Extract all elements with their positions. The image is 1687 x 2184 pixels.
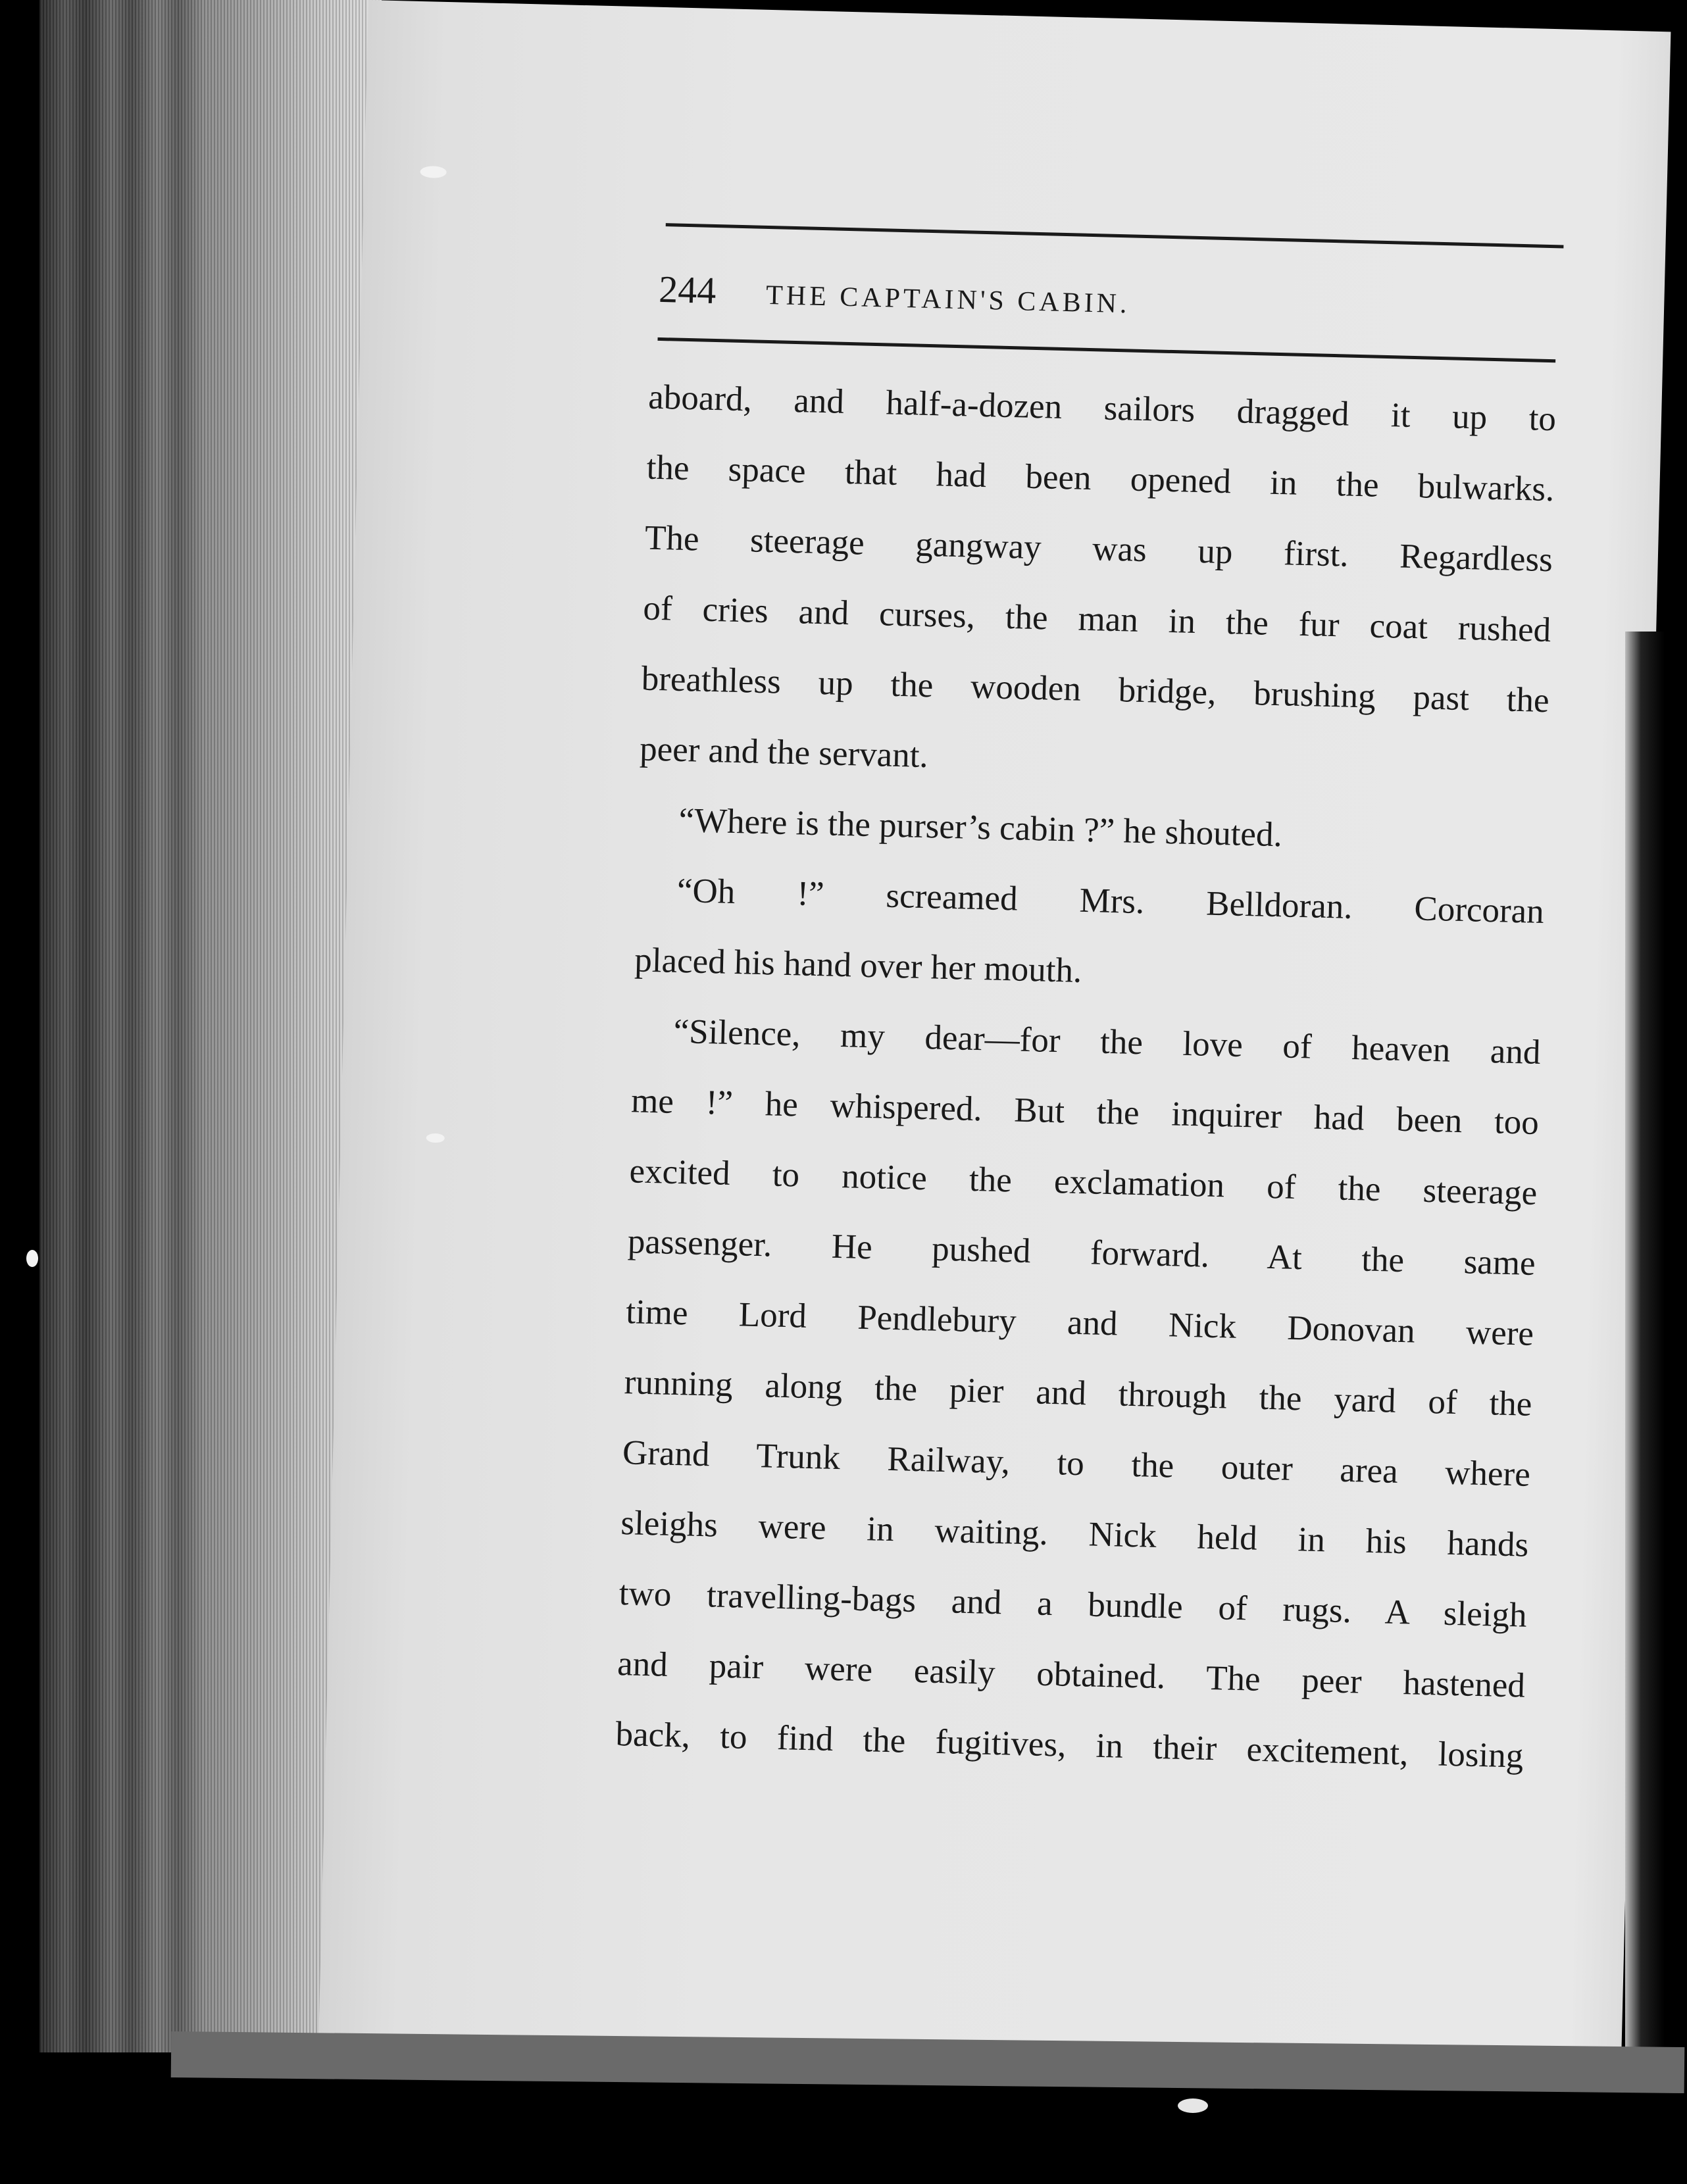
text-line: “Silence, my dear—for the love of heaven and xyxy=(673,1012,1542,1072)
header-rule-bottom xyxy=(657,337,1555,362)
page-number: 244 xyxy=(658,267,717,312)
header-rule-top xyxy=(666,223,1564,248)
text-line: “Oh !” screamed Mrs. Belldoran. Corcoran xyxy=(676,871,1545,931)
text-line: back, to find the fugitives, in their excitement, losing xyxy=(615,1714,1524,1775)
running-head: THE CAPTAIN'S CABIN. xyxy=(765,280,1131,320)
text-line: running along the pier and through the yard of the xyxy=(624,1363,1533,1424)
text-line: aboard, and half-a-dozen sailors dragged it up to xyxy=(647,378,1557,439)
dust-speck xyxy=(1178,2098,1208,2113)
text-line: excited to notice the exclamation of the steerage xyxy=(628,1152,1538,1212)
text-line: sleighs were in waiting. Nick held in his hands xyxy=(620,1504,1529,1564)
text-line: passenger. He pushed forward. At the same xyxy=(627,1222,1536,1283)
text-line: “Where is the purser’s cabin ?” he shouted. xyxy=(678,801,1283,855)
dust-speck xyxy=(26,1250,38,1267)
text-line: the space that had been opened in the bulwarks. xyxy=(646,448,1555,509)
text-line: two travelling-bags and a bundle of rugs. A sleigh xyxy=(618,1574,1528,1635)
text-line: peer and the servant. xyxy=(639,730,929,776)
text-line: The steerage gangway was up first. Regardless xyxy=(644,518,1553,580)
body-text xyxy=(615,362,1557,1792)
text-line: me !” he whispered. But the inquirer had been too xyxy=(630,1081,1540,1142)
book-page xyxy=(318,0,1671,2080)
text-line: Grand Trunk Railway, to the outer area where xyxy=(622,1433,1531,1494)
dust-speck xyxy=(420,166,446,178)
page-edge-shadow xyxy=(1625,632,1665,2079)
text-line: placed his hand over her mouth. xyxy=(634,941,1082,990)
dust-speck xyxy=(426,1133,445,1143)
text-line: breathless up the wooden bridge, brushing past the xyxy=(641,659,1550,720)
text-line: of cries and curses, the man in the fur coat rushed xyxy=(642,589,1551,650)
text-line: and pair were easily obtained. The peer hastened xyxy=(617,1645,1526,1705)
text-line: time Lord Pendlebury and Nick Donovan were xyxy=(625,1293,1534,1353)
